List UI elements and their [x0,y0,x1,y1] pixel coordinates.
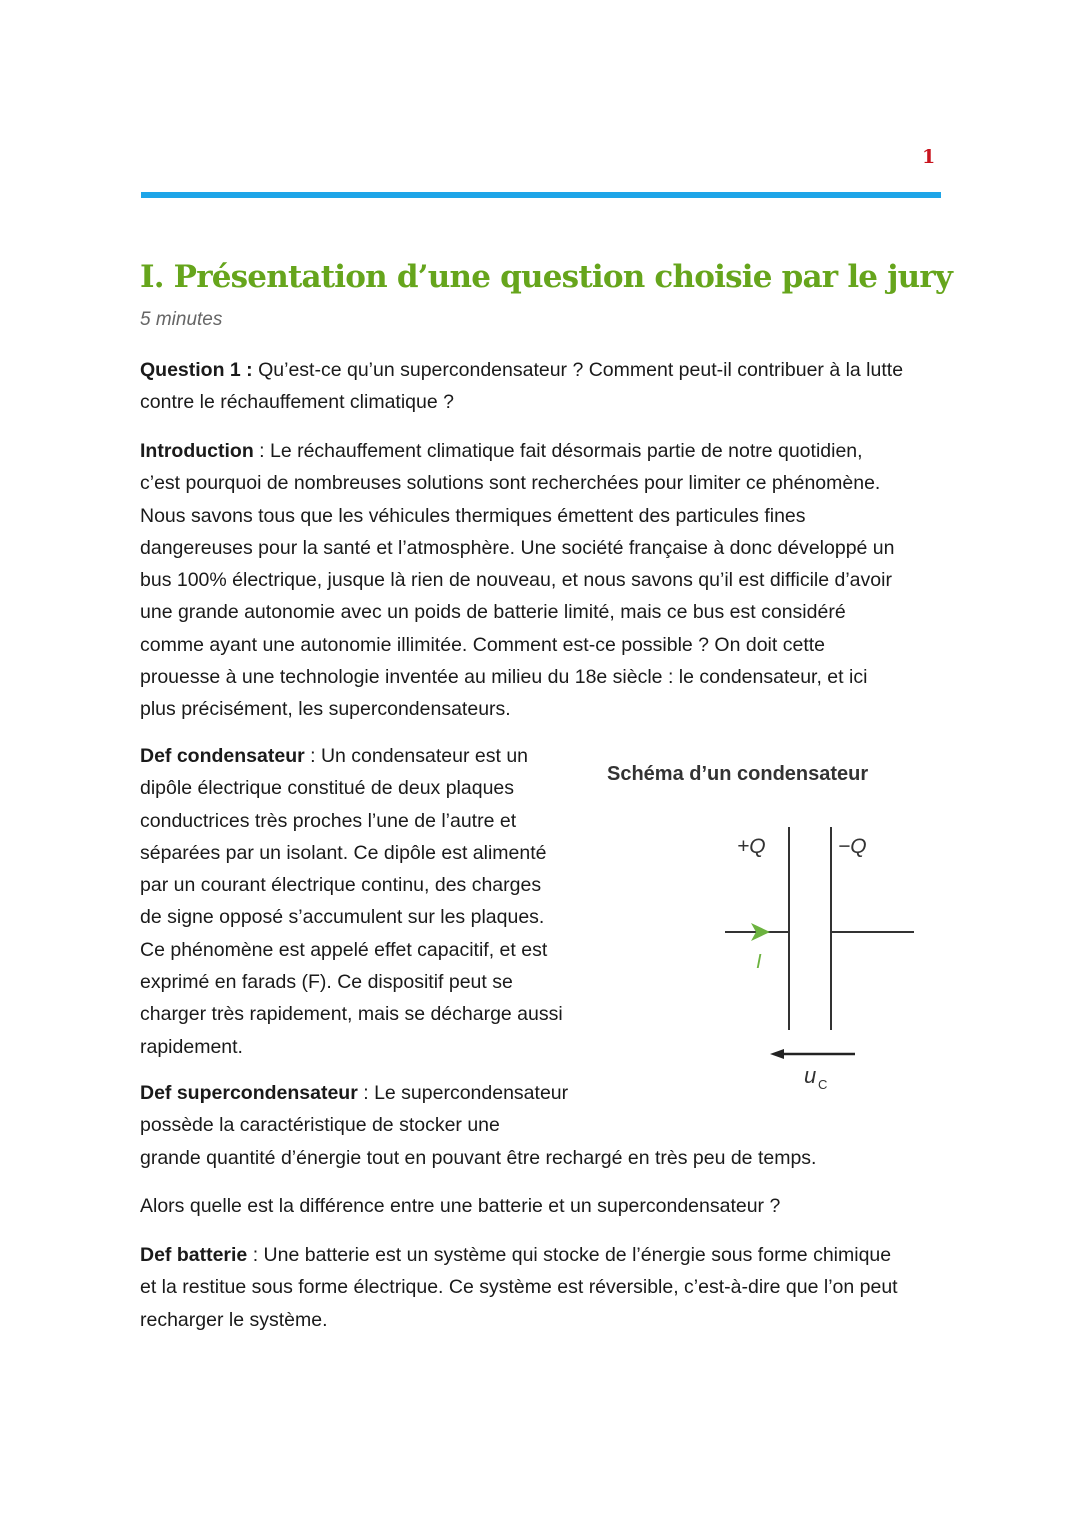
question-paragraph [140,354,903,419]
text-line: et la restitue sous forme électrique. Ce système est réversible, c’est-à-dire que l’on peut [140,1276,898,1299]
text-line: bus 100% électrique, jusque là rien de nouveau, et nous savons qu’il est difficile d’avoir [140,569,892,592]
def-supercondensateur-paragraph [140,1077,816,1174]
def-batterie-paragraph [140,1239,898,1336]
current-label: I [756,951,762,973]
section-title: I. Présentation d’une question choisie par le jury [140,259,953,295]
text-line: une grande autonomie avec un poids de batterie limité, mais ce bus est considéré [140,601,846,624]
text-line: : Le supercondensateur [357,1082,569,1104]
text-line: : Le réchauffement climatique fait désormais partie de notre quotidien, [253,440,863,462]
duration: 5 minutes [140,309,223,330]
text-line: c’est pourquoi de nombreuses solutions sont recherchées pour limiter ce phénomène. [140,472,881,495]
text-line: dangereuses pour la santé et l’atmosphère. Une société française à donc développé un [140,536,895,559]
text-line: de signe opposé s’accumulent sur les plaques. [140,906,545,929]
text-line: : Un condensateur est un [304,745,529,767]
text-line: conductrices très proches l’une de l’autre et [140,809,517,832]
text-line: grande quantité d’énergie tout en pouvant être rechargé en très peu de temps. [140,1146,817,1169]
text-line: séparées par un isolant. Ce dipôle est alimenté [140,841,547,864]
def-batterie-label: Def batterie [140,1244,248,1266]
text-line: possède la caractéristique de stocker une [140,1114,500,1137]
voltage-label: u [804,1063,817,1088]
text-line: Qu’est-ce qu’un supercondensateur ? Comment peut-il contribuer à la lutte [252,359,904,381]
voltage-arrowhead-icon [770,1049,784,1059]
text-line: comme ayant une autonomie illimitée. Comment est-ce possible ? On doit cette [140,633,825,656]
text-line: charger très rapidement, mais se décharge aussi [140,1003,563,1026]
text-line: recharger le système. [140,1308,328,1331]
text-line: contre le réchauffement climatique ? [140,391,454,414]
text-line: Ce phénomène est appelé effet capacitif, et est [140,938,548,961]
text-line: Nous savons tous que les véhicules thermiques émettent des particules fines [140,504,806,527]
header-rule [141,192,941,198]
question-label: Question 1 : [140,359,253,381]
text-line: plus précisément, les supercondensateurs. [140,698,511,721]
text-line: rapidement. [140,1035,243,1058]
introduction-label: Introduction [140,440,254,462]
def-condensateur-label: Def condensateur [140,745,305,767]
difference-question: Alors quelle est la différence entre une batterie et un supercondensateur ? [140,1195,781,1217]
def-supercondensateur-label: Def supercondensateur [140,1082,358,1104]
text-line: dipôle électrique constitué de deux plaques [140,777,515,800]
text-line: : Une batterie est un système qui stocke de l’énergie sous forme chimique [247,1244,892,1266]
voltage-subscript: C [818,1077,828,1092]
text-line: par un courant électrique continu, des charges [140,874,542,897]
def-condensateur-paragraph [140,740,563,1063]
minus-q-label: −Q [838,835,867,858]
capacitor-diagram [700,815,930,1095]
text-line: prouesse à une technologie inventée au milieu du 18e siècle : le condensateur, et ici [140,666,868,689]
introduction-paragraph [140,435,895,726]
figure-title: Schéma d’un condensateur [607,763,869,785]
page-number: 1 [922,146,936,168]
plus-q-label: +Q [737,835,766,858]
text-line: exprimé en farads (F). Ce dispositif peut se [140,971,513,994]
